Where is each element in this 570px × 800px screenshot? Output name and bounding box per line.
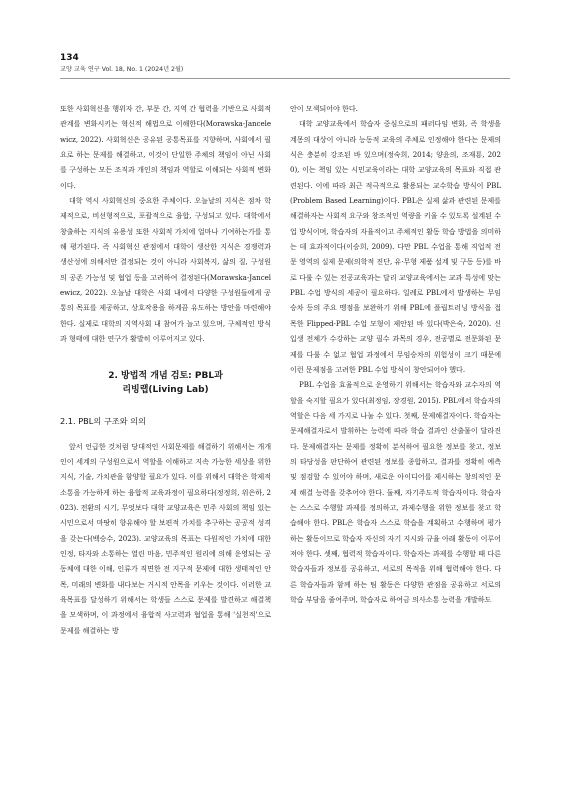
section-heading-line: 2. 방법적 개념 검토: PBL과 bbox=[108, 370, 223, 381]
body-paragraph: 안이 모색되어야 한다. bbox=[290, 104, 358, 113]
body-paragraph: 대학 역시 사회혁신의 중요한 주체이다. 오늘날의 지식은 점차 학제적으로, 비선형적으로, 포괄적으로 융합, 구성되고 있다. 대학에서 창출하는 지식의 유용성 또한 사회적 가치에 얼마나 기여하는가를 통해 평가된다. 즉 사회혁신 관점에서 대학이 생산한 지식은 경쟁력과 생산성에 의해서만 결정되는 것이 아니라 사회복지, 삶의 질, 구성원의 공존 가능성 및 협업 등을 고려하여 결정된다(Morawska-Jancelewicz, 2022). 오늘날 대학은 사회 내에서 다양한 구성원들에게 공통의 목표를 제공하고, 상호작용을 하게끔 유도하는 방안을 마련해야 한다. 실제로 대학의 지역사회 내 참여가 늘고 있으며, 구체적인 방식과 형태에 대한 연구가 활발히 이루어지고 있다. bbox=[60, 196, 271, 344]
left-column bbox=[60, 101, 271, 638]
page-number: 134 bbox=[60, 53, 79, 63]
right-column bbox=[290, 101, 501, 607]
body-paragraph: 또한 사회혁신을 행위자 간, 부문 간, 지역 간 협력을 기반으로 사회적 관계를 변화시키는 혁신적 해법으로 이해한다(Morawska-Jancelewicz, 2022). 사회혁신은 공유된 공통목표를 지향하며, 사회에서 필요로 하는 문제를 해결하고, 이것이 단일한 주체의 책임이 아닌 사회를 구성하는 모든 조직과 개인의 책임과 역할로 이해되는 사회적 변화이다. bbox=[60, 104, 271, 190]
section-heading bbox=[60, 369, 271, 397]
body-paragraph: 대학 교양교육에서 학습자 중심으로의 패러다임 변화, 즉 학생을 계몽의 대상이 아니라 능동적 교육의 주체로 인정해야 한다는 문제의식은 충분히 강조된 바 있으며(정숙희, 2014; 양윤의, 조재룡, 2020), 이는 책임 있는 시민교육이라는 대학 교양교육의 목표와 직접 관련된다. 이에 따라 최근 적극적으로 활용되는 교수학습 방식이 PBL (Problem Based Learning)이다. PBL은 실제 삶과 관련된 문제를 해결하자는 사회적 요구와 창조적인 역량을 키울 수 있도록 설계된 수업 방식이며, 학습자의 자율적이고 주체적인 활동 학습 방법을 의미하는 데 효과적이다(이승희, 2009). 다만 PBL 수업을 통해 직업적 전문 영역의 실제 문제(의학적 진단, 유·무형 제품 설계 및 구동 등)를 바로 다룰 수 있는 전공교육과는 달리 교양교육에서는 교과 특성에 맞는 PBL 수업 방식의 세공이 필요하다. 일례로 PBL에서 발생하는 무임승차 등의 주요 맹점을 보완하기 위해 PBL에 플립트러닝 방식을 접목한 Flipped-PBL 수업 모형이 제안된 바 있다(박은숙, 2020). 신입생 전체가 수강하는 교양 필수 과목의 경우, 전공별로 전문화된 문제를 다룰 수 없고 협업 과정에서 무임승차의 위험성이 크기 때문에 이런 문제점을 고려한 PBL 수업 방식이 창안되어야 했다. bbox=[290, 119, 501, 374]
header-divider bbox=[60, 78, 510, 79]
body-paragraph: 앞서 언급한 것처럼 당대적인 사회문제를 해결하기 위해서는 개개인이 세계의 구성원으로서 역할을 이해하고 지속 가능한 세상을 위한 지식, 기술, 가치관을 함양할 필요가 있다. 이를 위해서 대학은 학제적 소통을 가능하게 하는 융합적 교육과정이 필요하다(정정희, 위은하, 2023). 전환의 시기, 무엇보다 대학 교양교육은 민주 사회의 책임 있는 시민으로서 마땅히 향유해야 할 보편적 가치를 추구하는 공공적 성격을 갖는다(백승수, 2023). 교양교육의 목표는 다원적인 가치에 대한 인정, 타자와 소통하는 열린 마음, 민주적인 원리에 의해 운영되는 공동체에 대한 이해, 인류가 직면한 전 지구적 문제에 대한 생태적인 안목, 미래의 변화를 내다보는 거시적 안목을 키우는 것이다. 이러한 교육목표를 달성하기 위해서는 학생들 스스로 문제를 발견하고 해결책을 모색하며, 이 과정에서 융합적 사고력과 협업을 통해 '실천적'으로 문제를 해결하는 방 bbox=[60, 441, 271, 635]
subsection-heading: 2.1. PBL의 구조와 의의 bbox=[60, 415, 147, 426]
page-header bbox=[60, 52, 510, 74]
journal-info: 교양 교육 연구 Vol. 18, No. 1 (2024년 2월) bbox=[60, 66, 184, 73]
body-paragraph: PBL 수업을 효율적으로 운영하기 위해서는 학습자와 교수자의 역할을 숙지할 필요가 있다(최정임, 장경원, 2015). PBL에서 학습자의 역할은 다음 세 가지로 나눌 수 있다. 첫째, 문제해결자이다. 학습자는 문제해결자로서 발휘하는 능력에 따라 학습 결과인 산출물이 달라진다. 문제해결자는 문제를 정확히 분석하여 필요한 정보를 찾고, 정보의 타당성을 판단하여 관련된 정보를 종합하고, 결과를 정확히 예측 및 점검할 수 있어야 하며, 새로운 아이디어를 제시하는 창의적인 문제 해결 능력을 갖추어야 한다. 둘째, 자기주도적 학습자이다. 학습자는 스스로 수행할 과제를 정의하고, 과제수행을 위한 정보를 찾고 학습해야 한다. PBL은 학습자 스스로 학습을 계획하고 수행하며 평가하는 활동이므로 학습자 자신의 자기 지시와 규율 아래 활동이 이루어져야 한다. 셋째, 협력적 학습자이다. 학습자는 과제를 수행할 때 다른 학습자들과 정보를 공유하고, 서로의 목적을 위해 협력해야 한다. 다른 학습자들과 함께 하는 팀 활동은 다양한 관점을 공유하고 서로의 학습 부담을 줄여주며, 학습자로 하여금 의사소통 능력을 개발하도 bbox=[290, 380, 501, 604]
section-heading-line: 리빙랩(Living Lab) bbox=[122, 384, 209, 395]
